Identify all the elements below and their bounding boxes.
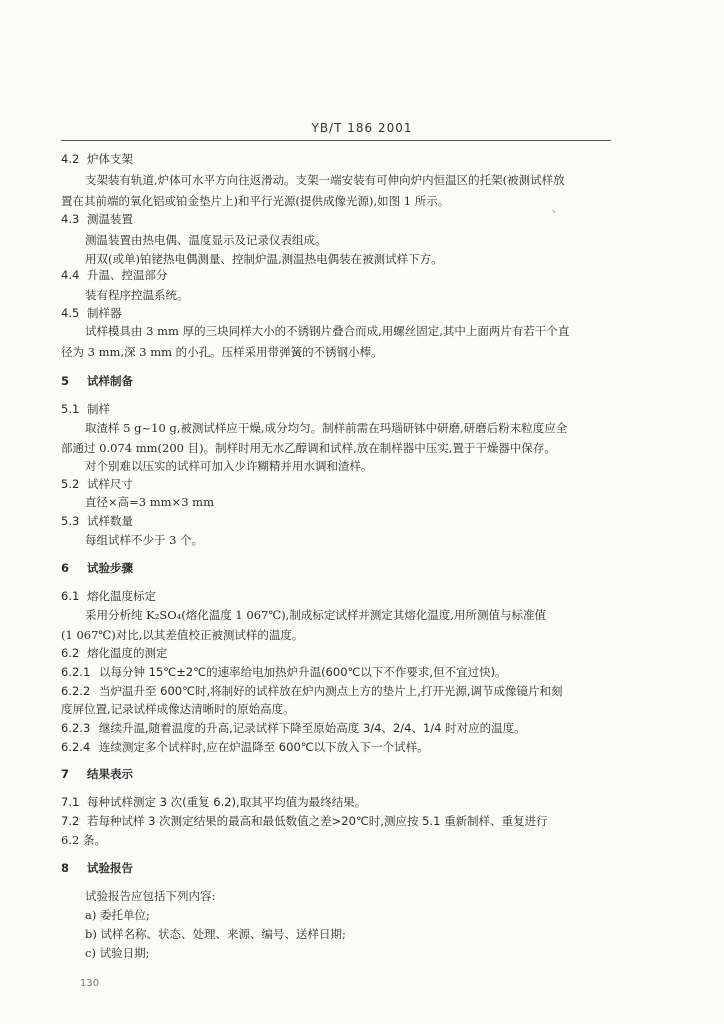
heading-4-4: 4.4 升温、控温部分: [61, 268, 168, 282]
heading-8: 8 试验报告: [61, 861, 133, 875]
header-rule: [61, 140, 611, 141]
item-6-2-3: 6.2.3 继续升温,随着温度的升高,记录试样下降至原始高度 3/4、2/4、1/4 时对应的温度。: [61, 721, 526, 735]
para-4-2-line1: 支架装有轨道,炉体可水平方向往返滑动。支架一端安装有可伸向炉内恒温区的托架(被测试样放: [85, 173, 565, 187]
para-8-intro: 试验报告应包括下列内容:: [85, 889, 216, 903]
item-6-2-1: 6.2.1 以每分钟 15℃±2℃的速率给电加热炉升温(600℃以下不作要求,但不宜过快)。: [61, 665, 507, 679]
heading-5-2: 5.2 试样尺寸: [61, 477, 133, 491]
para-4-5-line1: 试样模具由 3 mm 厚的三块同样大小的不锈钢片叠合而成,用螺丝固定,其中上面两片有若干个直: [85, 324, 570, 338]
list-item-b: b) 试样名称、状态、处理、来源、编号、送样日期;: [85, 927, 346, 941]
heading-6: 6 试验步骤: [61, 561, 133, 575]
list-item-c: c) 试验日期;: [85, 946, 150, 960]
para-6-1-line1: 采用分析纯 K₂SO₄(熔化温度 1 067℃),制成标定试样并测定其熔化温度,用所测值与标准值: [85, 608, 546, 622]
standard-code-header: YB/T 186 2001: [311, 121, 413, 135]
heading-5-3: 5.3 试样数量: [61, 514, 133, 528]
para-5-3-line1: 每组试样不少于 3 个。: [85, 533, 204, 547]
para-5-2-line1: 直径×高=3 mm×3 mm: [85, 495, 214, 509]
item-7-2: 7.2 若每种试样 3 次测定结果的最高和最低数值之差>20℃时,测应按 5.1 重新制样、重复进行: [61, 814, 548, 828]
heading-6-2: 6.2 熔化温度的测定: [61, 646, 168, 660]
para-5-1-line3: 对个别难以压实的试样可加入少许糊精并用水调和渣样。: [85, 459, 373, 473]
heading-5: 5 试样制备: [61, 374, 133, 388]
heading-5-1: 5.1 制样: [61, 402, 110, 416]
para-4-3-line1: 测温装置由热电偶、温度显示及记录仪表组成。: [85, 233, 327, 247]
item-6-2-2: 6.2.2 当炉温升至 600℃时,将制好的试样放在炉内测点上方的垫片上,打开光源,调节成像镜片和刻: [61, 684, 563, 698]
item-7-1: 7.1 每种试样测定 3 次(重复 6.2),取其平均值为最终结果。: [61, 795, 367, 809]
para-4-2-line2: 置在其前端的氧化铝或铂金垫片上)和平行光源(提供成像光源),如图 1 所示。: [61, 194, 450, 208]
para-4-3-line2: 用双(或单)铂铑热电偶测量、控制炉温,测温热电偶装在被测试样下方。: [85, 252, 443, 266]
para-4-4-line1: 装有程序控温系统。: [85, 288, 189, 302]
para-6-1-line2: (1 067℃)对比,以其差值校正被测试样的温度。: [61, 628, 304, 642]
para-4-5-line2: 径为 3 mm,深 3 mm 的小孔。压样采用带弹簧的不锈钢小棒。: [61, 345, 383, 359]
heading-7: 7 结果表示: [61, 767, 133, 781]
scan-speck: 、: [552, 204, 562, 215]
heading-4-2: 4.2 炉体支架: [61, 152, 133, 166]
page-number: 130: [80, 978, 100, 989]
heading-4-5: 4.5 制样器: [61, 306, 122, 320]
para-5-1-line2: 部通过 0.074 mm(200 目)。制样时用无水乙醇调和试样,放在制样器中压实,置于干燥器中保存。: [61, 441, 556, 455]
heading-6-1: 6.1 熔化温度标定: [61, 589, 156, 603]
list-item-a: a) 委托单位;: [85, 908, 150, 922]
heading-4-3: 4.3 测温装置: [61, 212, 133, 226]
item-6-2-2-line2: 度屏位置,记录试样成像达清晰时的原始高度。: [61, 702, 295, 716]
item-7-2-line2: 6.2 条。: [61, 833, 106, 847]
item-6-2-4: 6.2.4 连续测定多个试样时,应在炉温降至 600℃以下放入下一个试样。: [61, 740, 429, 754]
para-5-1-line1: 取渣样 5 g~10 g,被测试样应干燥,成分均匀。制样前需在玛瑙研钵中研磨,研磨后粉末粒度应全: [85, 421, 568, 435]
